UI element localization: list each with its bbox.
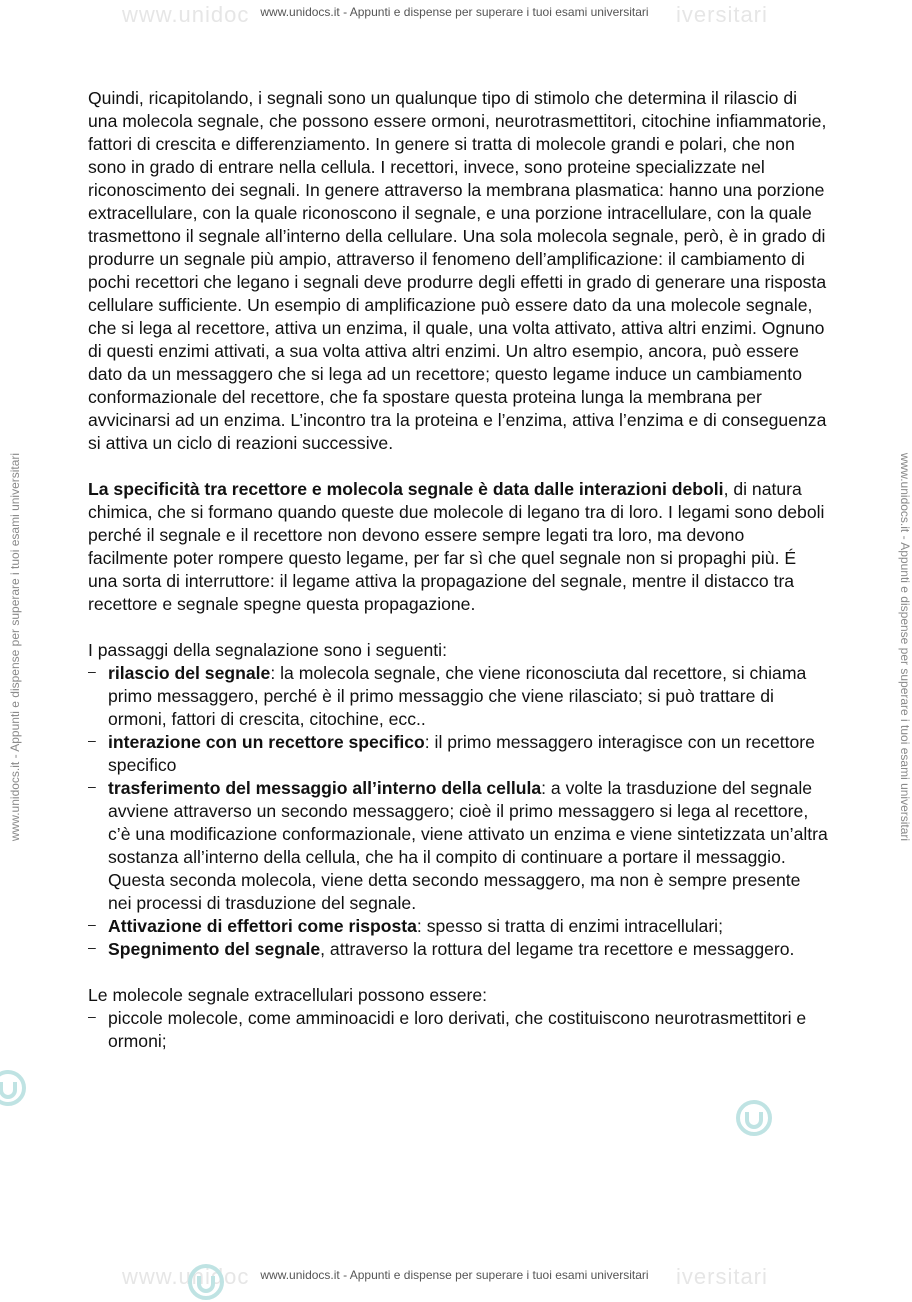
steps-intro: I passaggi della segnalazione sono i seguenti: [88,640,447,660]
step-title: rilascio del segnale [108,663,271,683]
steps-list [88,662,828,961]
watermark-footer: www.unidocs.it - Appunti e dispense per superare i tuoi esami universitari [260,1268,649,1282]
unidocs-logo-icon [0,1068,28,1108]
step-text: : a volte la trasduzione del segnale avviene attraverso un secondo messaggero; cioè il primo messaggero si lega al recettore, c’è una modificazione conformazionale, viene attivato un enzima e viene sintetizzata un’altra sostanza all’interno della cellula, che ha il compito di continuare a portare il messaggio. Questa seconda molecola, viene detta secondo messaggero, ma non è sempre presente nei processi di trasduzione del segnale. [108,778,828,913]
list-item: – piccole molecole, come amminoacidi e loro derivati, che costituiscono neurotrasmettitori e ormoni; [88,1007,828,1053]
list-item [88,777,828,915]
watermark-ghost-right: iversitari [676,2,768,27]
paragraph-recap: Quindi, ricapitolando, i segnali sono un qualunque tipo di stimolo che determina il rilascio di una molecola segnale, che possono essere ormoni, neurotrasmettitori, citochine infiammatorie, fattori di crescita e differenziamento. In genere si tratta di molecole grandi e polari, che non sono in grado di entrare nella cellula. I recettori, invece, sono proteine specializzate nel riconoscimento dei segnali. In genere attraverso la membrana plasmatica: hanno una porzione extracellulare, con la quale riconoscono il segnale, e una porzione intracellulare, con la quale trasmettono il segnale all’interno della cellulare. Una sola molecola segnale, però, è in grado di produrre un segnale più ampio, attraverso il fenomeno dell’amplificazione: il cambiamento di pochi recettori che legano i segnali deve produrre degli effetti in grado di generare una risposta cellulare sufficiente. Un esempio di amplificazione può essere dato da una molecole segnale, che si lega al recettore, attiva un enzima, il quale, una volta attivato, attiva altri enzimi. Ognuno di questi enzimi attivati, a sua volta attiva altri enzimi. Un altro esempio, ancora, può essere dato da un messaggero che si lega ad un recettore; questo legame induce un cambiamento conformazionale del recettore, che fa spostare questa proteina lunga la membrana per avvicinarsi ad un enzima. L’incontro tra la proteina e l’enzima, attiva l’enzima e di conseguenza si attiva un ciclo di reazioni successive. [88,88,827,453]
unidocs-logo-icon [186,1262,226,1302]
paragraph-specificity [88,478,828,616]
watermark-header: www.unidocs.it - Appunti e dispense per superare i tuoi esami universitari [260,5,649,19]
watermark-side-right: www.unidocs.it - Appunti e dispense per superare i tuoi esami universitari [898,452,912,842]
step-text: : spesso si tratta di enzimi intracellulari; [416,916,723,936]
step-text: : la molecola segnale, che viene riconosciuta dal recettore, si chiama primo messaggero, perché è il primo messaggio che viene rilasciato; si può trattare di ormoni, fattori di crescita, citochine, ecc.. [108,663,807,729]
paragraph-specificity-bold: La specificità tra recettore e molecola segnale è data dalle interazioni deboli [88,479,724,499]
step-text: : il primo messaggero interagisce con un recettore specifico [108,732,815,775]
list-item [88,662,828,731]
molecules-list [88,1007,828,1053]
step-title: Attivazione di effettori come risposta [108,916,417,936]
watermark-side-left: www.unidocs.it - Appunti e dispense per superare i tuoi esami universitari [8,452,22,842]
step-title: Spegnimento del segnale [108,939,321,959]
molecules-intro: Le molecole segnale extracellulari possono essere: [88,985,488,1005]
list-item [88,915,828,938]
watermark-ghost-left-footer: www.unidoc [122,1264,250,1289]
unidocs-logo-icon [734,1098,774,1138]
document-body [88,87,828,1053]
list-item [88,938,828,961]
step-title: trasferimento del messaggio all’interno della cellula [108,778,542,798]
paragraph-specificity-rest: , di natura chimica, che si formano quando queste due molecole di legano tra di loro. I legami sono deboli perché il segnale e il recettore non devono essere sempre legati tra loro, ma devono facilmente poter rompere questo legame, per far sì che quel segnale non si propaghi più. É una sorta di interruttore: il legame attiva la propagazione del segnale, mentre il distacco tra recettore e segnale spegne questa propagazione. [88,479,825,614]
step-title: interazione con un recettore specifico [108,732,425,752]
watermark-ghost-right-footer: iversitari [676,1264,768,1289]
list-item [88,731,828,777]
step-text: , attraverso la rottura del legame tra recettore e messaggero. [320,939,795,959]
watermark-ghost-left: www.unidoc [122,2,250,27]
